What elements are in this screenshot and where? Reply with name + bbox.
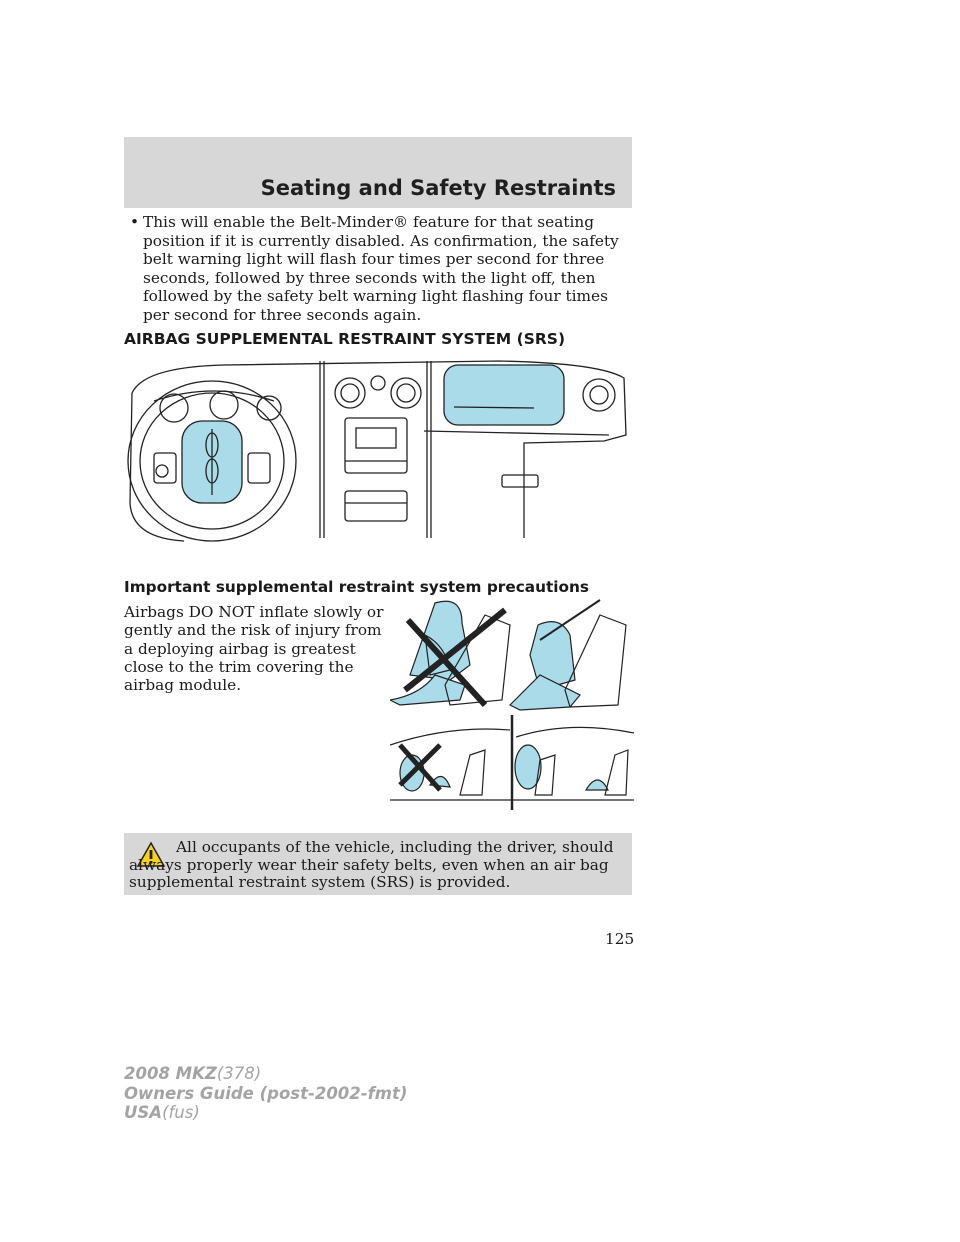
warning-box xyxy=(124,833,632,895)
precautions-paragraph: Airbags DO NOT inflate slowly or gently and the risk of injury from a deploying airbag is greatest close to the trim covering the airbag module. xyxy=(124,603,384,695)
header-band xyxy=(124,137,632,208)
warning-text: All occupants of the vehicle, including the driver, should always properly wear their safety belts, even when an air bag supplemental restraint system (SRS) is provided. xyxy=(129,838,614,891)
bullet-marker: • xyxy=(130,213,140,231)
occupant-airbag-illustration xyxy=(390,595,634,810)
footer-line-1: 2008 MKZ(378) xyxy=(124,1064,262,1083)
page-title: Seating and Safety Restraints xyxy=(260,176,616,200)
footer-line-3: USA(fus) xyxy=(124,1103,200,1122)
section-heading: AIRBAG SUPPLEMENTAL RESTRAINT SYSTEM (SRS) xyxy=(124,330,566,348)
dashboard-airbag-illustration xyxy=(124,353,634,543)
page-number: 125 xyxy=(605,930,635,948)
bullet-item xyxy=(130,213,636,325)
precautions-heading: Important supplemental restraint system precautions xyxy=(124,578,590,596)
footer-line-2: Owners Guide (post-2002-fmt) xyxy=(124,1083,408,1103)
bullet-text: This will enable the Belt-Minder® feature for that seating position if it is currently disabled. As confirmation, the safety belt warning light will flash four times per second for three seconds, followed by three seconds with the light off, then followed by the safety belt warning light flashing four times per second for three seconds again. xyxy=(143,213,619,324)
footer xyxy=(124,1064,407,1123)
